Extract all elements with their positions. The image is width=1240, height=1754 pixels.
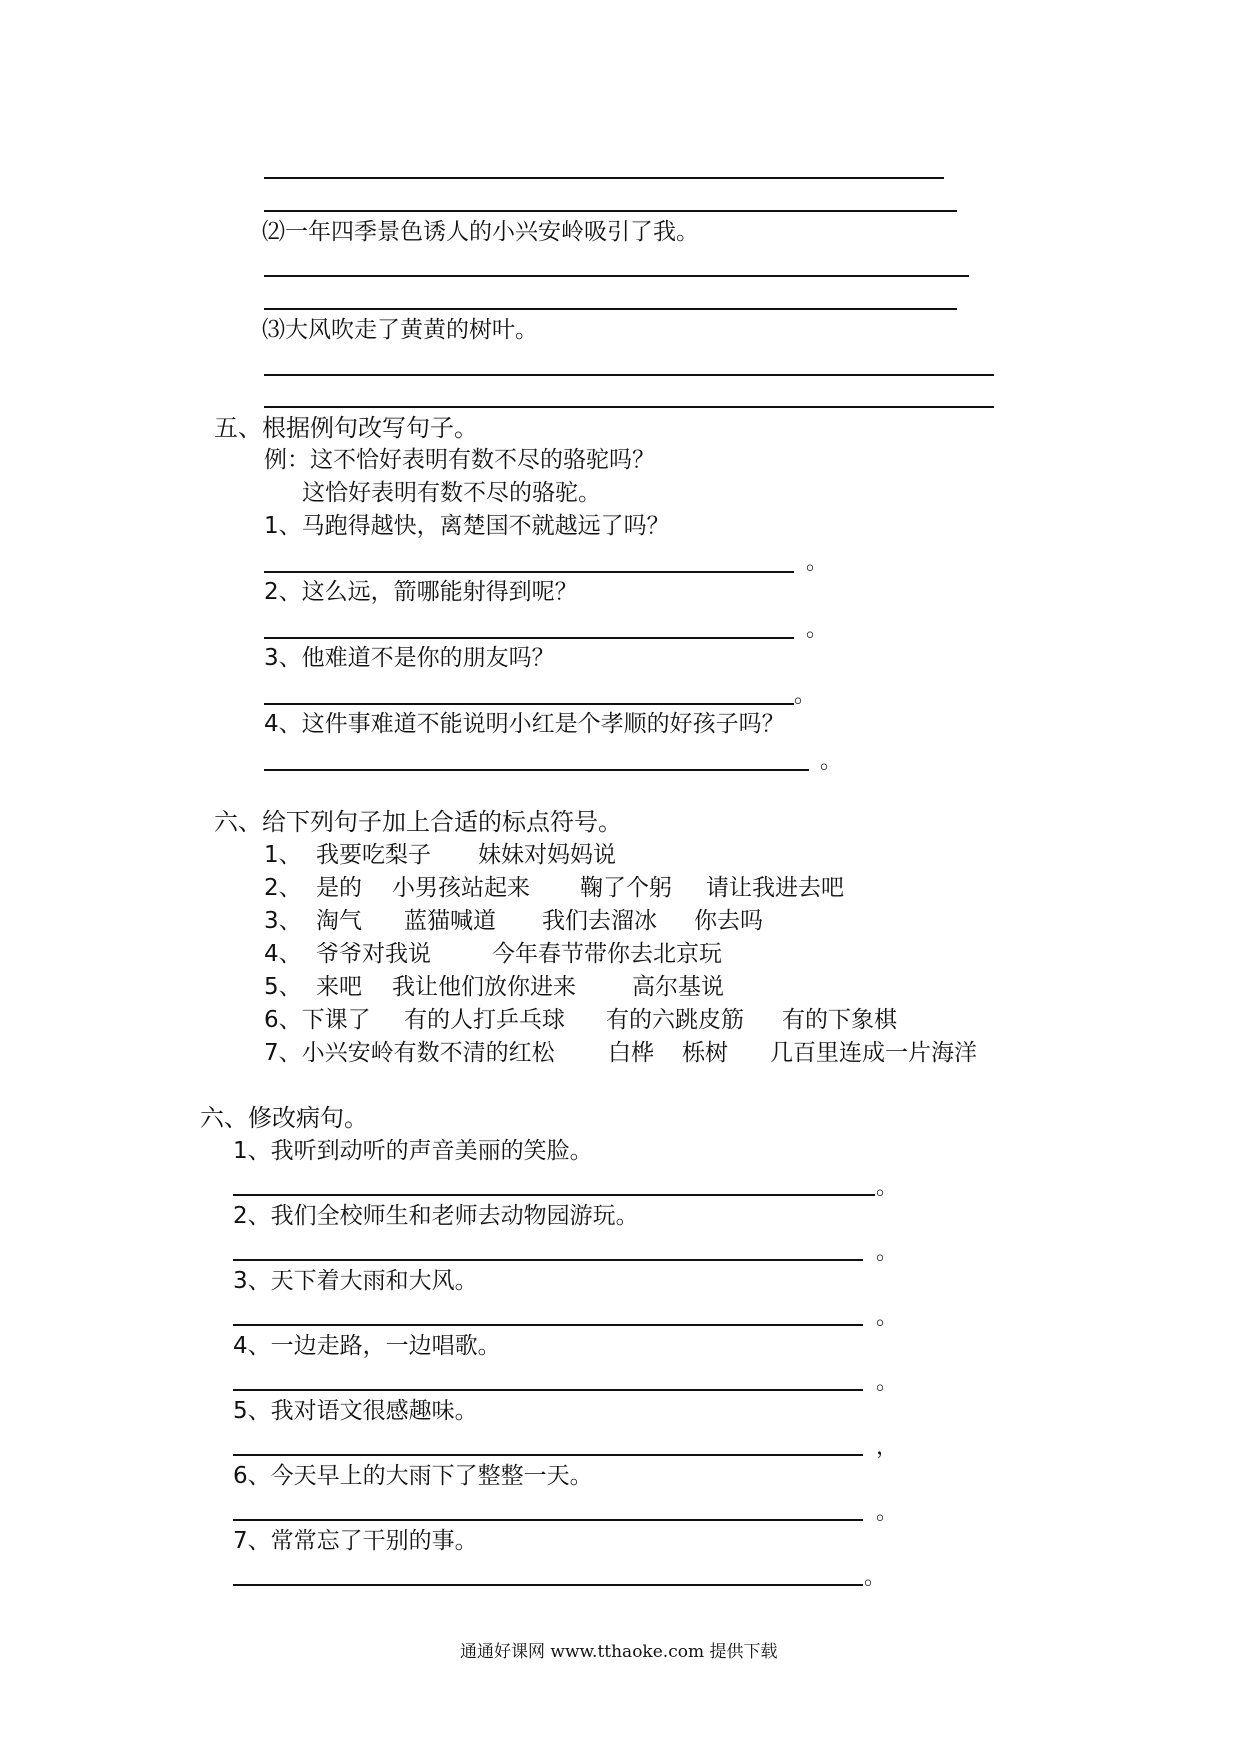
- answer-line[interactable]: [233, 1584, 863, 1586]
- fix-item: 7、常常忘了干别的事。: [233, 1528, 478, 1554]
- answer-line[interactable]: [233, 1519, 863, 1521]
- answer-line[interactable]: [264, 637, 794, 639]
- answer-line[interactable]: [264, 703, 794, 705]
- end-mark: 。: [876, 1500, 899, 1525]
- punct-item-text: 我让他们放你进来: [392, 974, 576, 1000]
- punct-item-text: 是的: [316, 875, 362, 901]
- punct-item-text: 有的人打乒乓球: [404, 1007, 565, 1033]
- punct-item-text: 蓝猫喊道: [404, 908, 496, 934]
- end-mark: 。: [876, 1305, 899, 1330]
- fix-item: 6、今天早上的大雨下了整整一天。: [233, 1463, 593, 1489]
- punct-item-text: 来吧: [316, 974, 362, 1000]
- end-mark: 。: [864, 1565, 887, 1590]
- rewrite-item: 4、这件事难道不能说明小红是个孝顺的好孩子吗？: [264, 711, 785, 737]
- punct-item-text: 我们去溜冰: [542, 908, 657, 934]
- answer-line[interactable]: [264, 571, 794, 573]
- section-6-title: 六、给下列句子加上合适的标点符号。: [214, 808, 622, 836]
- answer-line[interactable]: [264, 210, 957, 212]
- rewrite-question-2: ⑵一年四季景色诱人的小兴安岭吸引了我。: [262, 219, 699, 245]
- section-5-title: 五、根据例句改写句子。: [214, 414, 478, 442]
- punct-item-num: 3、: [264, 908, 302, 934]
- punct-item-text: 你去吗: [694, 908, 763, 934]
- end-mark: 。: [794, 683, 817, 708]
- answer-line[interactable]: [264, 406, 994, 408]
- punct-item-num: 1、: [264, 842, 302, 868]
- rewrite-item: 3、他难道不是你的朋友吗？: [264, 645, 555, 671]
- answer-line[interactable]: [264, 769, 809, 771]
- end-mark: 。: [876, 1175, 899, 1200]
- end-mark: 。: [876, 1240, 899, 1265]
- punct-item-text: 有的六跳皮筋: [606, 1007, 744, 1033]
- punct-item-num: 4、: [264, 941, 302, 967]
- punct-item-text: 高尔基说: [632, 974, 724, 1000]
- answer-line[interactable]: [233, 1324, 863, 1326]
- answer-line[interactable]: [233, 1259, 863, 1261]
- answer-line[interactable]: [264, 275, 969, 277]
- punct-item-num: 5、: [264, 974, 302, 1000]
- end-mark: 。: [806, 550, 829, 575]
- punct-item-text: 鞠了个躬: [580, 875, 672, 901]
- punct-item-text: 白桦: [608, 1040, 654, 1066]
- punct-item-text: 有的下象棋: [782, 1007, 897, 1033]
- answer-line[interactable]: [233, 1194, 875, 1196]
- punct-item-text: 妹妹对妈妈说: [478, 842, 616, 868]
- example-question: 例：这不恰好表明有数不尽的骆驼吗？: [264, 447, 655, 473]
- fix-item: 3、天下着大雨和大风。: [233, 1268, 478, 1294]
- punct-item-text: 请让我进去吧: [706, 875, 844, 901]
- end-mark: 。: [876, 1370, 899, 1395]
- answer-line[interactable]: [264, 374, 994, 376]
- end-mark: ，: [876, 1435, 899, 1460]
- punct-item-text: 爷爷对我说: [316, 941, 431, 967]
- punct-item-num: 2、: [264, 875, 302, 901]
- example-answer: 这恰好表明有数不尽的骆驼。: [302, 480, 601, 506]
- end-mark: 。: [806, 617, 829, 642]
- fix-item: 1、我听到动听的声音美丽的笑脸。: [233, 1138, 593, 1164]
- end-mark: 。: [820, 749, 843, 774]
- punct-item-text: 淘气: [316, 908, 362, 934]
- answer-line[interactable]: [264, 177, 944, 179]
- section-7-title: 六、修改病句。: [200, 1104, 368, 1132]
- fix-item: 2、我们全校师生和老师去动物园游玩。: [233, 1203, 639, 1229]
- answer-line[interactable]: [233, 1454, 863, 1456]
- rewrite-item: 2、这么远，箭哪能射得到呢？: [264, 579, 578, 605]
- fix-item: 5、我对语文很感趣味。: [233, 1398, 478, 1424]
- punct-item-text: 几百里连成一片海洋: [770, 1040, 977, 1066]
- answer-line[interactable]: [233, 1389, 863, 1391]
- rewrite-question-3: ⑶大风吹走了黄黄的树叶。: [262, 317, 538, 343]
- punct-item-text: 7、小兴安岭有数不清的红松: [264, 1040, 555, 1066]
- answer-line[interactable]: [264, 308, 957, 310]
- punct-item-text: 今年春节带你去北京玩: [492, 941, 722, 967]
- punct-item-text: 我要吃梨子: [316, 842, 431, 868]
- punct-item-text: 栎树: [682, 1040, 728, 1066]
- punct-item-text: 小男孩站起来: [392, 875, 530, 901]
- punct-item-text: 6、下课了: [264, 1007, 371, 1033]
- page-footer: 通通好课网 www.tthaoke.com 提供下载: [460, 1642, 778, 1662]
- rewrite-item: 1、马跑得越快，离楚国不就越远了吗？: [264, 513, 670, 539]
- fix-item: 4、一边走路，一边唱歌。: [233, 1333, 501, 1359]
